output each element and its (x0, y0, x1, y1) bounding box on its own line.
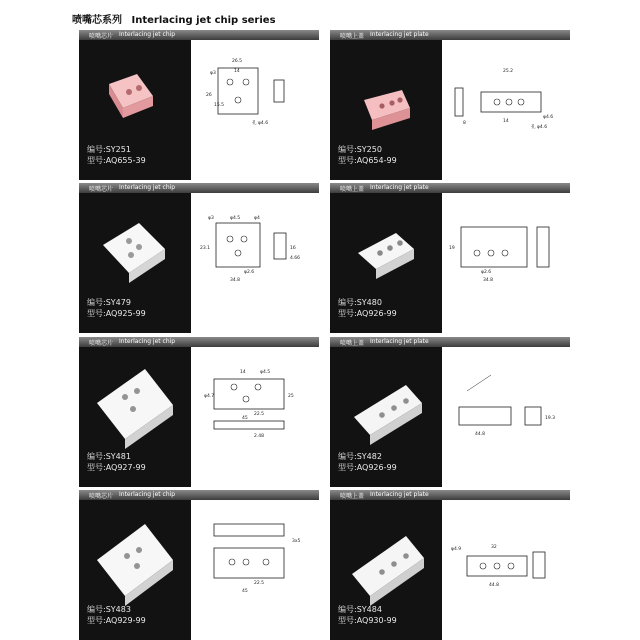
product-photo (79, 40, 191, 180)
dim-label: 26 (206, 93, 212, 98)
dim-label: φ4.7 (204, 394, 215, 399)
dim-label: 32 (491, 545, 497, 550)
page-title-en: Interlacing jet chip series (131, 15, 276, 26)
product-codes (338, 144, 397, 166)
product-photo (79, 193, 191, 333)
product-code: 编号:SY484 (338, 605, 382, 614)
dim-label: 45 (242, 589, 248, 594)
product-code: 编号:SY479 (87, 298, 131, 307)
product-code: 编号:SY481 (87, 452, 131, 461)
product-code: 编号:SY480 (338, 298, 382, 307)
product-codes (87, 604, 146, 626)
card-header (79, 183, 319, 193)
product-photo (330, 500, 442, 640)
dim-label: φ4.5 (230, 216, 241, 221)
dim-label: φ4.6 (543, 115, 554, 120)
card-category-cn: 喷嘴芯片 (89, 493, 114, 500)
card-header (79, 490, 319, 500)
product-code: 编号:SY251 (87, 145, 131, 154)
card-category-cn: 喷嘴芯片 (89, 33, 114, 40)
dim-label: φ4.5 (260, 370, 271, 375)
technical-drawing (445, 197, 567, 287)
dim-label: 8 (463, 121, 466, 126)
product-model: 型号:AQ929-99 (87, 616, 146, 625)
dim-label: 16 (290, 246, 296, 251)
card-category-en: Interlacing jet chip (119, 31, 176, 38)
dim-label: 44.8 (475, 432, 486, 437)
card-header (330, 30, 570, 40)
card-category-en: Interlacing jet chip (119, 184, 176, 191)
card-category-en: Interlacing jet plate (370, 184, 429, 191)
card-header (79, 30, 319, 40)
dim-label: 34.8 (230, 278, 241, 283)
dim-label: 19.3 (545, 416, 556, 421)
dim-label: 14 (234, 69, 240, 74)
product-photo (330, 40, 442, 180)
card-category-cn: 喷嘴芯片 (89, 340, 114, 347)
dim-label: φ3 (210, 71, 216, 76)
dim-label: 15.5 (214, 103, 225, 108)
dim-label: 14 (240, 370, 246, 375)
product-card-sy479 (79, 183, 319, 333)
dim-label: 孔 φ4.6 (252, 121, 269, 126)
product-model: 型号:AQ926-99 (338, 463, 397, 472)
dim-label: 2.48 (254, 434, 265, 439)
card-category-en: Interlacing jet chip (119, 338, 176, 345)
technical-drawing (194, 504, 316, 594)
dim-label: 34.8 (483, 278, 494, 283)
dim-label: φ4 (254, 216, 260, 221)
product-code: 编号:SY483 (87, 605, 131, 614)
card-header (330, 490, 570, 500)
product-photo (330, 347, 442, 487)
product-card-sy483 (79, 490, 319, 640)
product-card-sy481 (79, 337, 319, 487)
dim-label: 45 (242, 416, 248, 421)
product-model: 型号:AQ930-99 (338, 616, 397, 625)
card-header (330, 183, 570, 193)
product-photo (330, 193, 442, 333)
dim-label: φ2.6 (244, 270, 255, 275)
card-category-cn: 喷嘴上盖 (340, 33, 365, 40)
product-card-sy251 (79, 30, 319, 180)
dim-label: 3x5 (292, 539, 301, 544)
card-category-en: Interlacing jet plate (370, 31, 429, 38)
page-title-cn: 喷嘴芯系列 (72, 15, 122, 26)
dim-label: φ4.9 (451, 547, 462, 552)
product-codes (87, 451, 146, 473)
product-codes (338, 451, 397, 473)
product-card-sy484 (330, 490, 570, 640)
dim-label: 25.2 (503, 69, 514, 74)
technical-drawing (445, 351, 567, 441)
card-category-cn: 喷嘴上盖 (340, 493, 365, 500)
product-codes (87, 297, 146, 319)
product-card-sy482 (330, 337, 570, 487)
product-card-sy480 (330, 183, 570, 333)
dim-label: 25 (288, 394, 294, 399)
product-codes (338, 297, 397, 319)
technical-drawing (445, 504, 567, 594)
dim-label: 23.1 (200, 246, 211, 251)
card-category-en: Interlacing jet plate (370, 338, 429, 345)
card-category-en: Interlacing jet chip (119, 491, 176, 498)
product-model: 型号:AQ655-39 (87, 156, 146, 165)
dim-label: 26.5 (232, 59, 243, 64)
product-codes (87, 144, 146, 166)
dim-label: 22.5 (254, 412, 265, 417)
product-model: 型号:AQ654-99 (338, 156, 397, 165)
dim-label: φ2.6 (481, 270, 492, 275)
technical-drawing (194, 44, 316, 134)
dim-label: φ3 (208, 216, 214, 221)
product-card-sy250 (330, 30, 570, 180)
product-photo (79, 347, 191, 487)
card-header (79, 337, 319, 347)
card-category-cn: 喷嘴上盖 (340, 340, 365, 347)
technical-drawing (194, 197, 316, 287)
technical-drawing (445, 44, 567, 134)
card-header (330, 337, 570, 347)
dim-label: 4.66 (290, 256, 301, 261)
dim-label: 孔 φ4.6 (531, 125, 548, 130)
card-category-cn: 喷嘴芯片 (89, 186, 114, 193)
dim-label: 14 (503, 119, 509, 124)
dim-label: 19 (449, 246, 455, 251)
card-category-cn: 喷嘴上盖 (340, 186, 365, 193)
product-code: 编号:SY250 (338, 145, 382, 154)
card-category-en: Interlacing jet plate (370, 491, 429, 498)
product-model: 型号:AQ927-99 (87, 463, 146, 472)
product-model: 型号:AQ925-99 (87, 309, 146, 318)
dim-label: 22.5 (254, 581, 265, 586)
dim-label: 44.8 (489, 583, 500, 588)
product-photo (79, 500, 191, 640)
product-codes (338, 604, 397, 626)
page-title (72, 11, 276, 26)
product-code: 编号:SY482 (338, 452, 382, 461)
product-model: 型号:AQ926-99 (338, 309, 397, 318)
technical-drawing (194, 351, 316, 441)
